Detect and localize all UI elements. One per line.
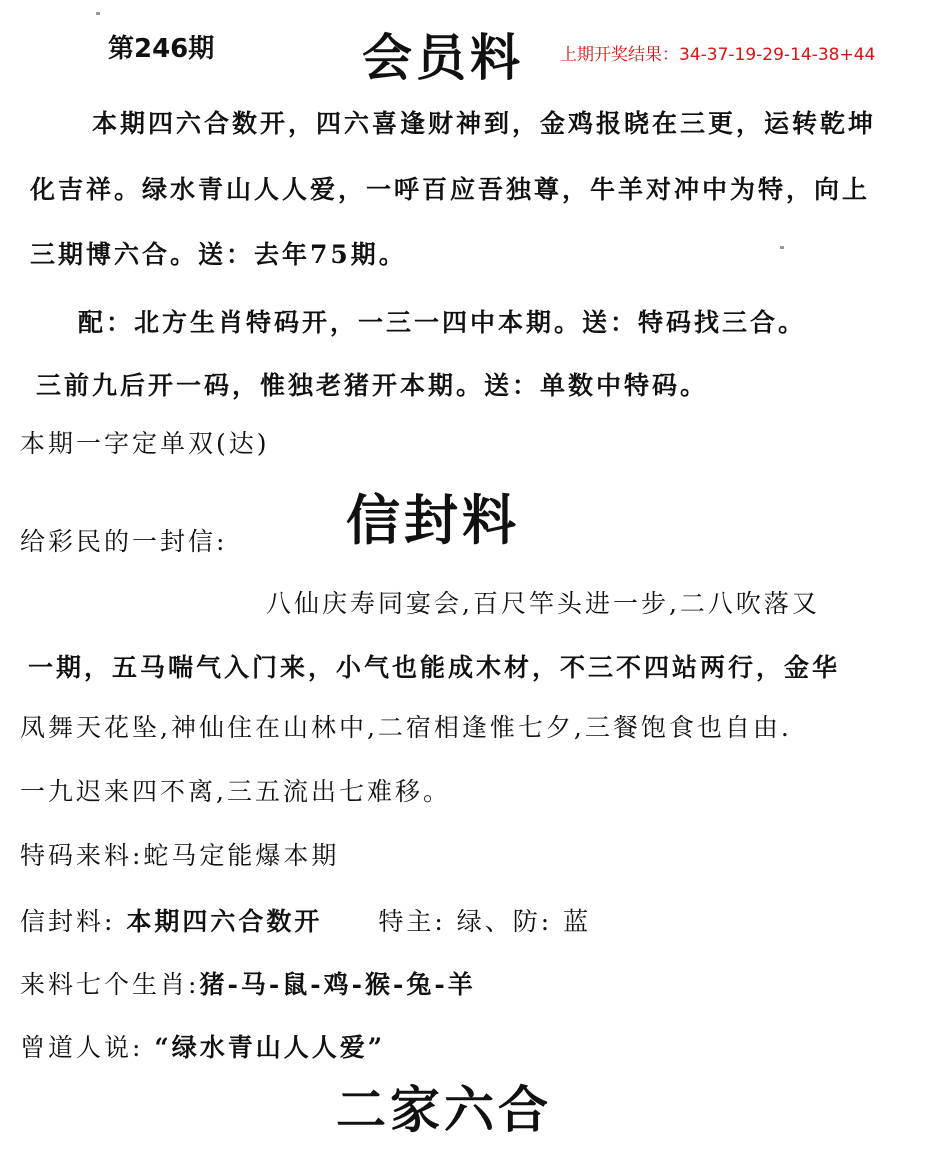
footer-title: 二家六合: [336, 1080, 552, 1139]
zodiac-line: [20, 965, 476, 1001]
envelope-label: 信封料:: [20, 907, 116, 936]
letter-greeting: 给彩民的一封信:: [20, 527, 228, 556]
last-draw-result: 上期开奖结果：34-37-19-29-14-38+44: [560, 45, 876, 65]
issue-number: 第246期: [108, 34, 215, 64]
member-line-1: 本期四六合数开，四六喜逢财神到，金鸡报晓在三更，运转乾坤: [92, 109, 877, 138]
zodiac-value: 猪-马-鼠-鸡-猴-兔-羊: [199, 970, 476, 999]
special-main-label: 特主:: [378, 907, 446, 936]
poem-line-1: 八仙庆寿同宴会,百尺竿头进一步,二八吹落又: [266, 589, 820, 618]
page-title: 会员料: [362, 28, 524, 87]
single-double-line: 本期一字定单双(达): [20, 429, 270, 458]
poem-line-3: 凤舞天花坠,神仙住在山林中,二宿相逢惟七夕,三餐饱食也自由.: [20, 713, 792, 742]
envelope-value: 本期四六合数开: [126, 907, 323, 936]
poem-line-4: 一九迟来四不离,三五流出七难移。: [20, 777, 451, 806]
section-title-envelope: 信封料: [346, 488, 520, 552]
scan-speck: [96, 12, 100, 15]
scan-speck: [780, 246, 784, 249]
member-line-2: 化吉祥。绿水青山人人爱，一呼百应吾独尊，牛羊对冲中为特，向上: [30, 175, 871, 204]
taoist-label: 曾道人说:: [20, 1033, 144, 1062]
member-line-4: 配：北方生肖特码开，一三一四中本期。送：特码找三合。: [78, 308, 807, 337]
taoist-line: [20, 1028, 385, 1064]
taoist-quote: “绿水青山人人爱”: [154, 1033, 386, 1062]
poem-line-2: 一期，五马喘气入门来，小气也能成木材，不三不四站两行，金华: [28, 653, 841, 682]
member-line-3: 三期博六合。送：去年75期。: [30, 240, 407, 269]
special-main-value: 绿、防: 蓝: [456, 907, 592, 936]
zodiac-label: 来料七个生肖:: [20, 970, 200, 999]
special-source-line: 特码来料:蛇马定能爆本期: [20, 841, 340, 870]
envelope-line: [20, 902, 591, 938]
member-line-5: 三前九后开一码，惟独老猪开本期。送：单数中特码。: [36, 371, 709, 400]
